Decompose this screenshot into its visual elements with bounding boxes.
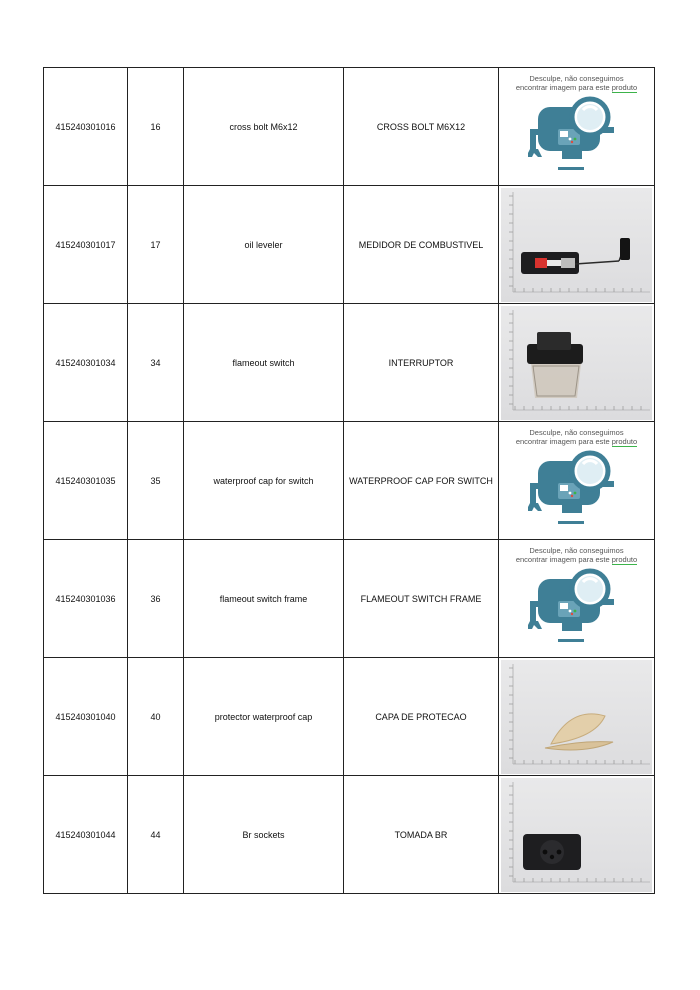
robot-magnifier-icon [528,95,620,183]
part-name-en: cross bolt M6x12 [184,68,344,186]
part-code: 415240301016 [44,68,128,186]
parts-table [43,67,655,894]
table-row [44,422,655,540]
robot-magnifier-icon [528,449,620,537]
part-name-en: Br sockets [184,776,344,894]
part-name-pt: INTERRUPTOR [344,304,499,422]
no-image-message [505,428,648,446]
no-image-message [505,546,648,564]
no-image-link[interactable]: produto [611,436,638,446]
robot-magnifier-icon [528,567,620,655]
part-image-cell [499,422,655,540]
no-image-link[interactable]: produto [611,554,638,564]
part-code: 415240301034 [44,304,128,422]
part-image-cell [499,186,655,304]
position-number: 35 [128,422,184,540]
part-code: 415240301036 [44,540,128,658]
part-name-en: flameout switch [184,304,344,422]
no-image-line2: encontrar imagem para este [515,82,612,92]
position-number: 36 [128,540,184,658]
position-number: 16 [128,68,184,186]
position-number: 17 [128,186,184,304]
no-image-line2: encontrar imagem para este [515,436,612,446]
no-image-line1: Desculpe, não conseguimos [529,427,624,437]
no-image-line1: Desculpe, não conseguimos [529,73,624,83]
no-image-message [505,74,648,92]
part-name-pt: CAPA DE PROTECAO [344,658,499,776]
no-image-line1: Desculpe, não conseguimos [529,545,624,555]
part-image-cell [499,658,655,776]
table-row [44,658,655,776]
table-row [44,304,655,422]
table-row [44,186,655,304]
table-row [44,776,655,894]
part-code: 415240301040 [44,658,128,776]
no-image-placeholder [501,70,652,184]
table-row [44,540,655,658]
position-number: 44 [128,776,184,894]
part-name-en: waterproof cap for switch [184,422,344,540]
part-code: 415240301017 [44,186,128,304]
rocker-switch-photo [501,306,652,420]
fuel-gauge-photo [501,188,652,302]
no-image-line2: encontrar imagem para este [515,554,612,564]
position-number: 34 [128,304,184,422]
part-name-pt: FLAMEOUT SWITCH FRAME [344,540,499,658]
part-name-pt: TOMADA BR [344,776,499,894]
part-image-cell [499,540,655,658]
part-name-en: oil leveler [184,186,344,304]
position-number: 40 [128,658,184,776]
table-row [44,68,655,186]
no-image-placeholder [501,424,652,538]
part-code: 415240301044 [44,776,128,894]
no-image-link[interactable]: produto [611,82,638,92]
br-socket-photo [501,778,652,892]
part-name-pt: MEDIDOR DE COMBUSTIVEL [344,186,499,304]
part-name-pt: WATERPROOF CAP FOR SWITCH [344,422,499,540]
part-name-en: flameout switch frame [184,540,344,658]
part-name-en: protector waterproof cap [184,658,344,776]
no-image-placeholder [501,542,652,656]
protective-cap-photo [501,660,652,774]
part-name-pt: CROSS BOLT M6X12 [344,68,499,186]
part-image-cell [499,68,655,186]
part-image-cell [499,776,655,894]
part-image-cell [499,304,655,422]
part-code: 415240301035 [44,422,128,540]
